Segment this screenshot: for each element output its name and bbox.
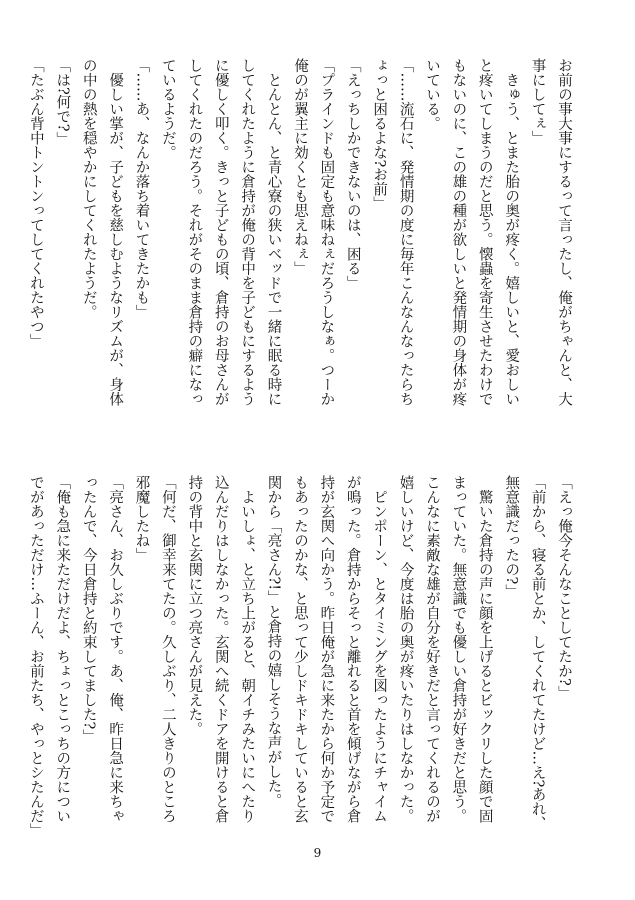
text-line: ょっと困るよな?お前」 — [371, 58, 388, 211]
text-line: 「たぶん背中トントンってしてくれたやつ」 — [27, 58, 44, 348]
text-column-top — [22, 58, 577, 406]
page-number: 9 — [313, 846, 322, 860]
text-line: お前の事大事にするって言ったし、俺がちゃんと、大 — [556, 58, 572, 406]
text-line: 優しい掌が、子どもを慈しむようなリズムが、身体 — [107, 58, 124, 406]
text-line: もないのに、この雄の種が欲しいと発情期の身体が疼 — [450, 58, 467, 406]
text-line: 「プラインドも固定も意味ねぇだろうしなぁ。つーか — [318, 58, 335, 406]
text-line: まっていた。無意識でも優しい倉持が好きだと思う。 — [450, 475, 467, 823]
text-line: いている。 — [423, 58, 440, 131]
text-line: ているようだ。 — [159, 58, 176, 160]
text-line: 「俺も急に来ただけだよ、ちょっとこっちの方につい — [54, 475, 71, 823]
text-line: きゅう、とまた胎の奥が疼く。嬉しいと、愛おしい — [503, 58, 520, 406]
text-line: 嬉しいけど、今度は胎の奥が疼いたりはしなかった。 — [397, 475, 414, 823]
text-line: 込んだりはしなかった。玄関へ続くドアを開けると倉 — [212, 475, 229, 823]
text-line: してくれたように倉持が俺の背中を子どもにするよう — [239, 58, 256, 406]
text-line: 驚いた倉持の声に顔を上げるとビックリした顔で固 — [476, 475, 493, 823]
text-line: 邪魔したね」 — [133, 475, 150, 562]
text-line: の中の熱を穏やかにしてくれたようだ。 — [80, 58, 97, 319]
text-line: よいしょ、と立ち上がると、朝イチみたいにへたり — [239, 475, 256, 823]
text-line: 無意識だったの?」 — [503, 475, 520, 599]
text-line: ったんで、今日倉持と約束してました?」 — [80, 475, 97, 744]
text-line: でがあっただけ…ふーん、お前たち、やっとシたんだ」 — [27, 475, 44, 838]
text-line: もあったのかな、と思って少しドキドキしていると玄 — [291, 475, 308, 823]
text-line: 俺のが翼主に効くとも思えねぇ」 — [291, 58, 308, 276]
text-line: 「前から、寝る前とか、してくれてたけど…え?あれ、 — [529, 475, 546, 831]
text-line: 関から「亮さん?!」と倉持の嬉しそうな声がした。 — [265, 475, 282, 808]
text-line: 持が玄関へ向かう。昨日俺が急に来たから何か予定で — [318, 475, 335, 823]
text-line: 事にしてぇ」 — [529, 58, 546, 145]
text-line: 「えっちしかできないのは、困る」 — [344, 58, 361, 290]
text-line: 「何だ、御幸来てたの。久しぶり、二人きりのところ — [159, 475, 176, 823]
text-line: 「えっ俺今そんなことしてたか?」 — [556, 475, 572, 701]
text-line: ピンポーン、とタイミングを図ったようにチャイム — [371, 475, 388, 823]
text-line: が鳴った。倉持からそっと離れると首を傾げながら倉 — [344, 475, 361, 823]
text-line: に優しく叩く。きっと子どもの頃、倉持のお母さんが — [212, 58, 229, 406]
text-line: 「は?何で?」 — [54, 58, 71, 147]
text-line: と疼いてしまうのだと思う。懐蟲を寄生させたわけで — [476, 58, 493, 406]
text-line: してくれたのだろう。それがそのまま倉持の癖になっ — [186, 58, 203, 406]
text-column-bottom — [22, 475, 577, 838]
text-line: 「亮さん、お久しぶりです。あ、俺、昨日急に来ちゃ — [107, 475, 124, 823]
text-line: とんとん、と青心寮の狭いベッドで一緒に眠る時に — [265, 58, 282, 406]
text-line: 「……あ、なんか落ち着いてきたかも」 — [133, 58, 150, 319]
text-line: 持の背中と玄関に立つ亮さんが見えた。 — [186, 475, 203, 736]
text-line: 「……流石に、発情期の度に毎年こんなんなったらち — [397, 58, 414, 406]
text-line: こんなに素敵な雄が自分を好きだと言ってくれるのが — [423, 475, 440, 823]
